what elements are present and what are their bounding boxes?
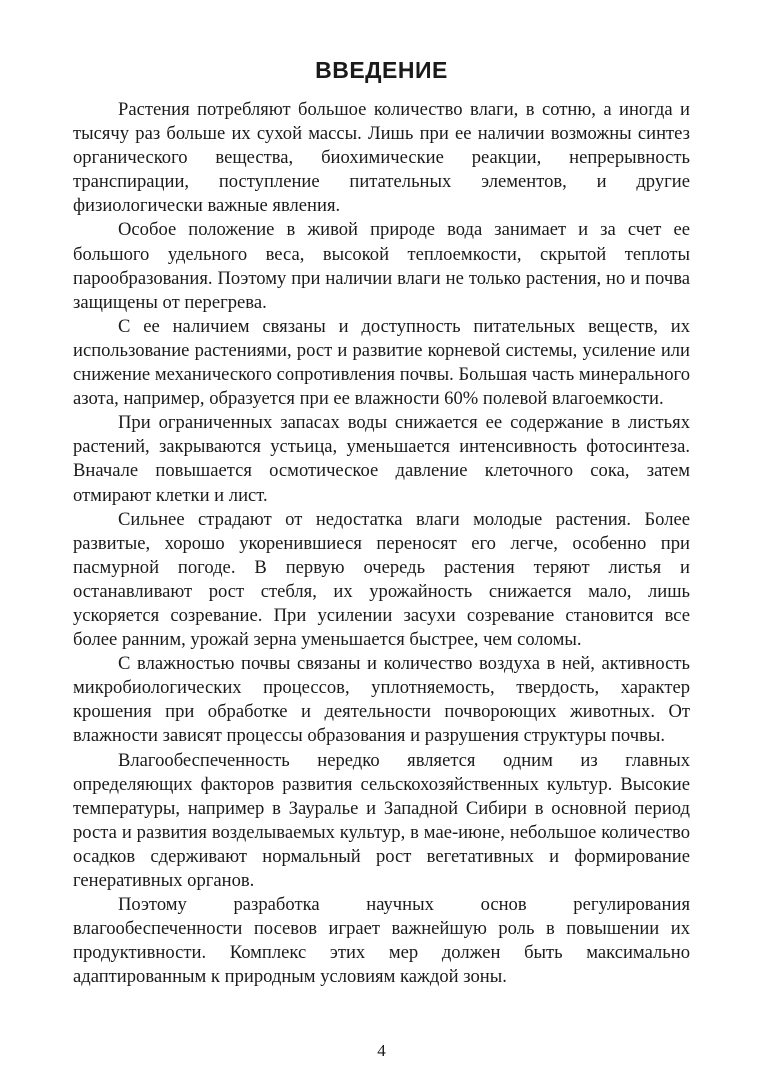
page-title: ВВЕДЕНИЕ	[315, 57, 448, 83]
paragraph: Особое положение в живой природе вода занимает и за счет ее большого удельного веса, высокой теплоемкости, скрытой теплоты парообразования. Поэтому при наличии влаги не только растения, но и почва защищены от перегрева.	[73, 219, 690, 313]
paragraph: Влагообеспеченность нередко является одним из главных определяющих факторов развития сельскохозяйственных культур. Высокие температуры, например в Зауралье и Западной Сибири в основной период роста и развития возделываемых культур, в мае-июне, небольшое количество осадков сдерживают нормальный рост вегетативных и формирование генеративных органов.	[73, 749, 690, 891]
paragraph: Растения потребляют большое количество влаги, в сотню, а иногда и тысячу раз больше их сухой массы. Лишь при ее наличии возможны синтез органического вещества, биохимические реакции, непрерывность транспирации, поступление питательных элементов, и другие физиологически важные явления.	[73, 99, 690, 217]
paragraph: При ограниченных запасах воды снижается ее содержание в листьях растений, закрываются устьица, уменьшается интенсивность фотосинтеза. Вначале повышается осмотическое давление клеточного сока, затем отмирают клетки и лист.	[73, 412, 690, 506]
paragraph: С влажностью почвы связаны и количество воздуха в ней, активность микробиологических процессов, уплотняемость, твердость, характер крошения при обработке и деятельности почворoющих животных. От влажности зависят процессы образования и разрушения структуры почвы.	[73, 653, 690, 747]
page-number: 4	[377, 1041, 386, 1060]
paragraph: Поэтому разработка научных основ регулирования влагообеспеченности посевов играет важнейшую роль в повышении их продуктивности. Комплекс этих мер должен быть максимально адаптированным к природным условиям каждой зоны.	[73, 894, 690, 988]
paragraph: Сильнее страдают от недостатка влаги молодые растения. Более развитые, хорошо укоренившиеся переносят его легче, особенно при пасмурной погоде. В первую очередь растения теряют листья и останавливают рост стебля, их урожайность снижается мало, лишь ускоряется созревание. При усилении засухи созревание становится все более ранним, урожай зерна уменьшается быстрее, чем соломы.	[73, 508, 690, 651]
document-page	[73, 0, 690, 1079]
paragraph: С ее наличием связаны и доступность питательных веществ, их использование растениями, рост и развитие корневой системы, усиление или снижение механического сопротивления почвы. Большая часть минерального азота, например, образуется при ее влажности 60% полевой влагоемкости.	[73, 315, 690, 410]
body-text	[73, 98, 690, 989]
